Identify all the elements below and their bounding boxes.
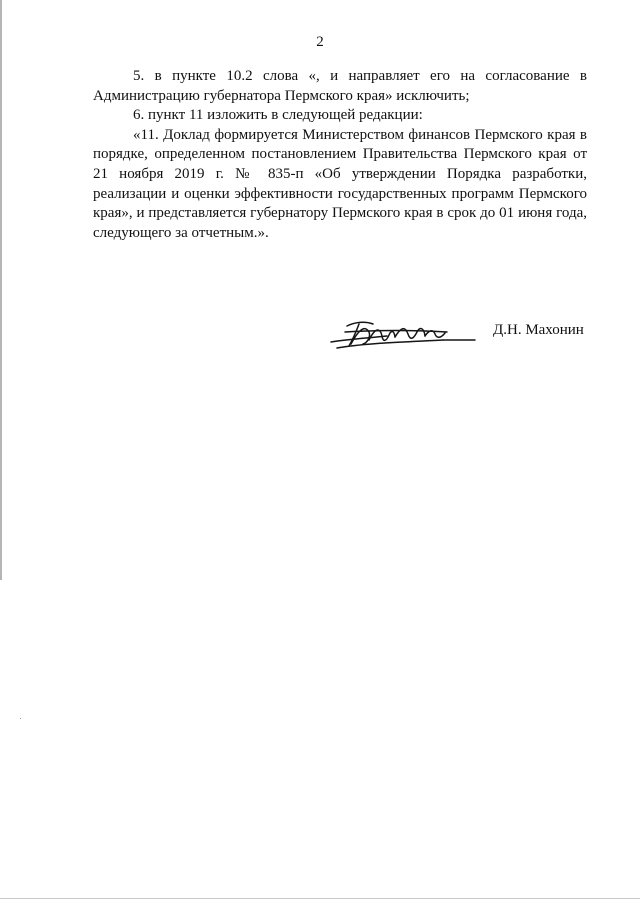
scan-left-edge xyxy=(0,0,2,580)
paragraph-item-6: 6. пункт 11 изложить в следующей редакции: xyxy=(133,107,423,124)
scan-speck xyxy=(20,718,21,719)
scan-bottom-edge xyxy=(0,898,640,899)
paragraph-item-11-text: «11. Доклад формируется Министерством финансов Пермского края в порядке, определенном постановлением Правительства Пермского края от 21 ноября 2019 г. № 835-п «Об утверждении Порядка разработки, реализации и оценки эффективности государственных программ Пермского края», и представляется губернатору Пермского края в срок до 01 июня года, следующего за отчетным.». xyxy=(93,126,587,241)
handwritten-signature xyxy=(325,312,485,356)
paragraph-item-5: 5. в пункте 10.2 слова «, и направляет его на согласование в Администрацию губернатора Пермского края» исключить; xyxy=(93,68,587,104)
page-number: 2 xyxy=(316,34,324,50)
document-body xyxy=(93,67,587,243)
signature-block xyxy=(325,312,595,362)
signer-name: Д.Н. Махонин xyxy=(493,322,584,338)
